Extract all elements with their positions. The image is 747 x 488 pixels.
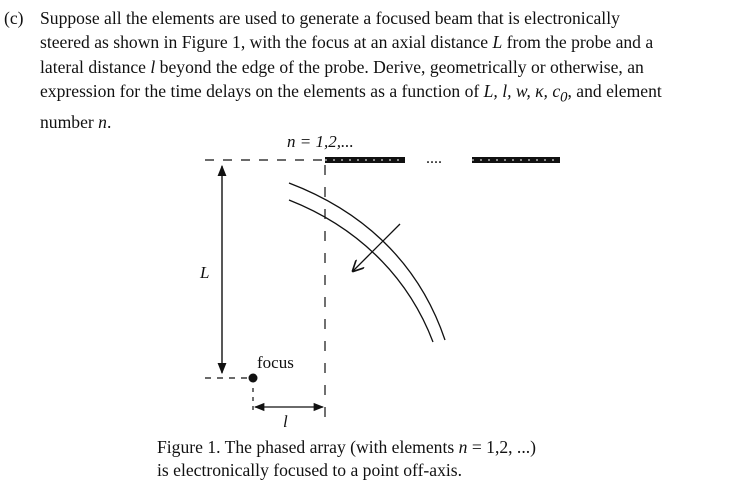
text-run: lateral distance bbox=[40, 56, 151, 77]
element-array-right bbox=[472, 157, 560, 163]
lateral-distance-label: l bbox=[283, 412, 288, 431]
text-run: steered as shown in Figure 1, with the focus at an axial distance bbox=[40, 32, 493, 53]
text-run: . bbox=[106, 112, 112, 133]
text-run: beyond the edge of the probe. Derive, geometrically or otherwise, an bbox=[155, 56, 644, 77]
text-run: expression for the time delays on the elements as a function of bbox=[40, 81, 484, 102]
element-count-label: n = 1,2,... bbox=[287, 132, 354, 151]
text-run: is electronically focused to a point off-axis. bbox=[157, 460, 463, 480]
math-subscript: 0 bbox=[560, 89, 568, 106]
wavefront-arc-inner bbox=[289, 200, 433, 342]
figure-caption bbox=[157, 436, 637, 482]
text-run: = 1,2, ...) bbox=[467, 437, 536, 457]
text-run: Figure 1. The phased array (with elements bbox=[157, 437, 459, 457]
math-var: n bbox=[98, 112, 107, 133]
focus-point bbox=[249, 374, 258, 383]
math-var: n bbox=[458, 437, 468, 457]
text-run: , and element bbox=[567, 81, 662, 102]
math-var: l bbox=[150, 56, 156, 77]
focus-label: focus bbox=[257, 353, 294, 372]
text-run: from the probe and a bbox=[502, 32, 654, 53]
text-run: number bbox=[40, 112, 99, 133]
caption-line bbox=[157, 459, 637, 482]
question-label: (c) bbox=[4, 8, 24, 28]
element-array-left bbox=[325, 157, 405, 163]
caption-line bbox=[157, 436, 637, 459]
axial-distance-label: L bbox=[200, 263, 210, 282]
propagation-arrow bbox=[353, 224, 400, 271]
math-vars: L, l, w, κ, c bbox=[483, 81, 561, 102]
text-run: Suppose all the elements are used to generate a focused beam that is electronically bbox=[40, 8, 620, 28]
ellipsis-dots: .... bbox=[426, 150, 442, 167]
math-var: L bbox=[492, 32, 503, 53]
